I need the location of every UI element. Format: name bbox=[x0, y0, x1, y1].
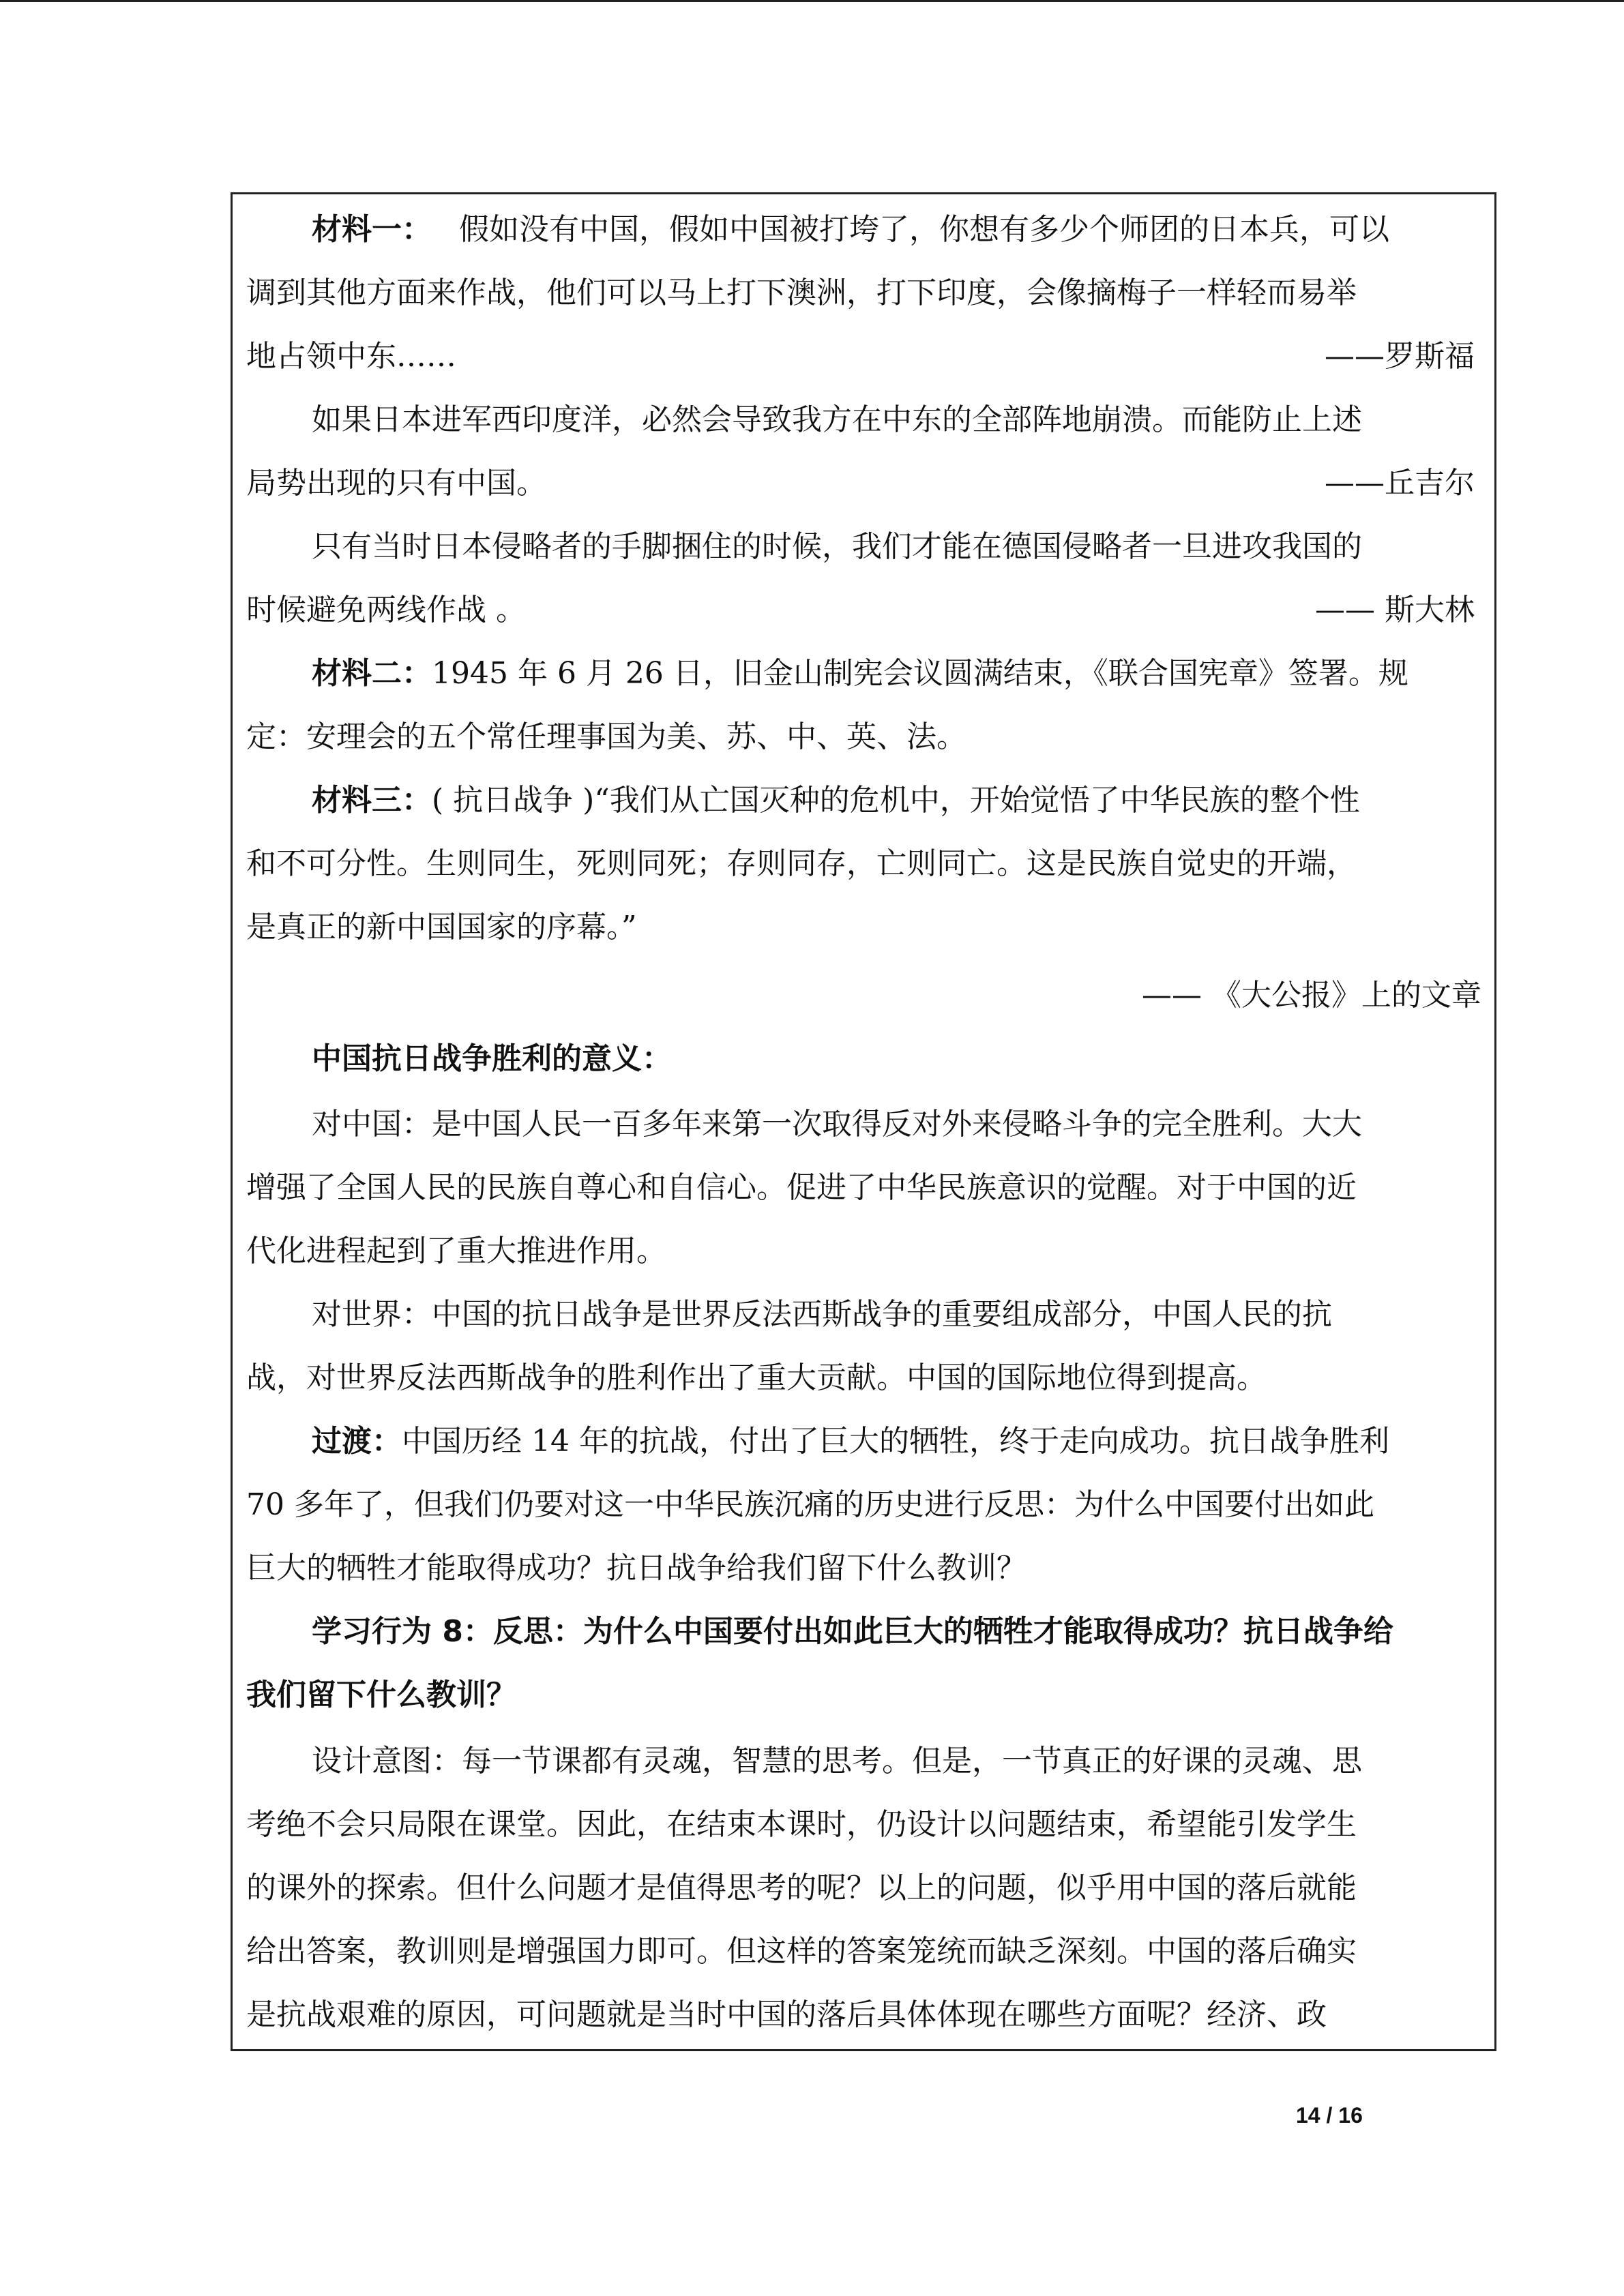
quote-churchill-line2: 局势出现的只有中国。 bbox=[246, 466, 546, 501]
design-intent-line3: 的课外的探索。但什么问题才是值得思考的呢？以上的问题，似乎用中国的落后就能 bbox=[246, 1870, 1357, 1905]
material1-text-line3: 地占领中东…… bbox=[246, 339, 456, 374]
material1-line1 bbox=[312, 211, 1389, 249]
design-intent-line4: 给出答案，教训则是增强国力即可。但这样的答案笼统而缺乏深刻。中国的落后确实 bbox=[246, 1934, 1357, 1969]
top-border-line bbox=[0, 0, 1624, 2]
material2-text-line2: 定：安理会的五个常任理事国为美、苏、中、英、法。 bbox=[246, 719, 966, 754]
material2-text-line1: 1945 年 6 月 26 日，旧金山制宪会议圆满结束，《联合国宪章》签署。规 bbox=[432, 656, 1408, 691]
material1-label: 材料一： bbox=[312, 212, 432, 247]
quote-stalin-line2: 时候避免两线作战 。 bbox=[246, 593, 526, 627]
material3-label: 材料三： bbox=[312, 783, 432, 818]
attribution-stalin: —— 斯大林 bbox=[1315, 593, 1475, 627]
material3-text-line1: ( 抗日战争 )“我们从亡国灭种的危机中，开始觉悟了中华民族的整个性 bbox=[432, 783, 1360, 818]
transition-text-line2: 70 多年了，但我们仍要对这一中华民族沉痛的历史进行反思：为什么中国要付出如此 bbox=[246, 1487, 1374, 1522]
material2-line1 bbox=[312, 655, 1408, 693]
attribution-churchill: ——丘吉尔 bbox=[1325, 466, 1475, 501]
significance-china-line3: 代化进程起到了重大推进作用。 bbox=[246, 1234, 666, 1268]
material3-text-line2: 和不可分性。生则同生，死则同死；存则同存，亡则同亡。这是民族自觉史的开端， bbox=[246, 846, 1357, 881]
design-intent-line1: 设计意图：每一节课都有灵魂，智慧的思考。但是，一节真正的好课的灵魂、思 bbox=[312, 1744, 1362, 1778]
behavior8-line2: 我们留下什么教训？ bbox=[246, 1678, 516, 1712]
transition-text-line3: 巨大的牺牲才能取得成功？抗日战争给我们留下什么教训？ bbox=[246, 1551, 1027, 1585]
material1-text-line1: 假如没有中国，假如中国被打垮了，你想有多少个师团的日本兵，可以 bbox=[459, 212, 1389, 247]
transition-text-line1: 中国历经 14 年的抗战，付出了巨大的牺牲，终于走向成功。抗日战争胜利 bbox=[402, 1424, 1389, 1459]
material1-text-line2: 调到其他方面来作战，他们可以马上打下澳洲，打下印度，会像摘梅子一样轻而易举 bbox=[246, 275, 1357, 310]
significance-world-line1: 对世界：中国的抗日战争是世界反法西斯战争的重要组成部分，中国人民的抗 bbox=[312, 1297, 1332, 1332]
design-intent-line5: 是抗战艰难的原因，可问题就是当时中国的落后具体体现在哪些方面呢？经济、政 bbox=[246, 1997, 1327, 2032]
behavior8-line1: 学习行为 8：反思：为什么中国要付出如此巨大的牺牲才能取得成功？抗日战争给 bbox=[312, 1614, 1393, 1649]
significance-heading: 中国抗日战争胜利的意义： bbox=[312, 1041, 672, 1076]
significance-world-line2: 战，对世界反法西斯战争的胜利作出了重大贡献。中国的国际地位得到提高。 bbox=[246, 1360, 1267, 1395]
page-number: 14 / 16 bbox=[1296, 2103, 1363, 2128]
material3-line1 bbox=[312, 781, 1360, 820]
quote-churchill-line1: 如果日本进军西印度洋，必然会导致我方在中东的全部阵地崩溃。而能防止上述 bbox=[312, 402, 1362, 437]
transition-label: 过渡： bbox=[312, 1424, 402, 1459]
significance-china-line1: 对中国：是中国人民一百多年来第一次取得反对外来侵略斗争的完全胜利。大大 bbox=[312, 1107, 1362, 1142]
significance-china-line2: 增强了全国人民的民族自尊心和自信心。促进了中华民族意识的觉醒。对于中国的近 bbox=[246, 1170, 1357, 1205]
attribution-dagongbao: —— 《大公报》上的文章 bbox=[1142, 978, 1481, 1013]
material3-text-line3: 是真正的新中国国家的序幕。” bbox=[246, 910, 637, 944]
design-intent-line2: 考绝不会只局限在课堂。因此，在结束本课时，仍设计以问题结束，希望能引发学生 bbox=[246, 1807, 1357, 1842]
attribution-roosevelt: ——罗斯福 bbox=[1325, 339, 1475, 374]
transition-line1 bbox=[312, 1422, 1389, 1461]
quote-stalin-line1: 只有当时日本侵略者的手脚捆住的时候，我们才能在德国侵略者一旦进攻我国的 bbox=[312, 529, 1362, 564]
material2-label: 材料二： bbox=[312, 656, 432, 691]
